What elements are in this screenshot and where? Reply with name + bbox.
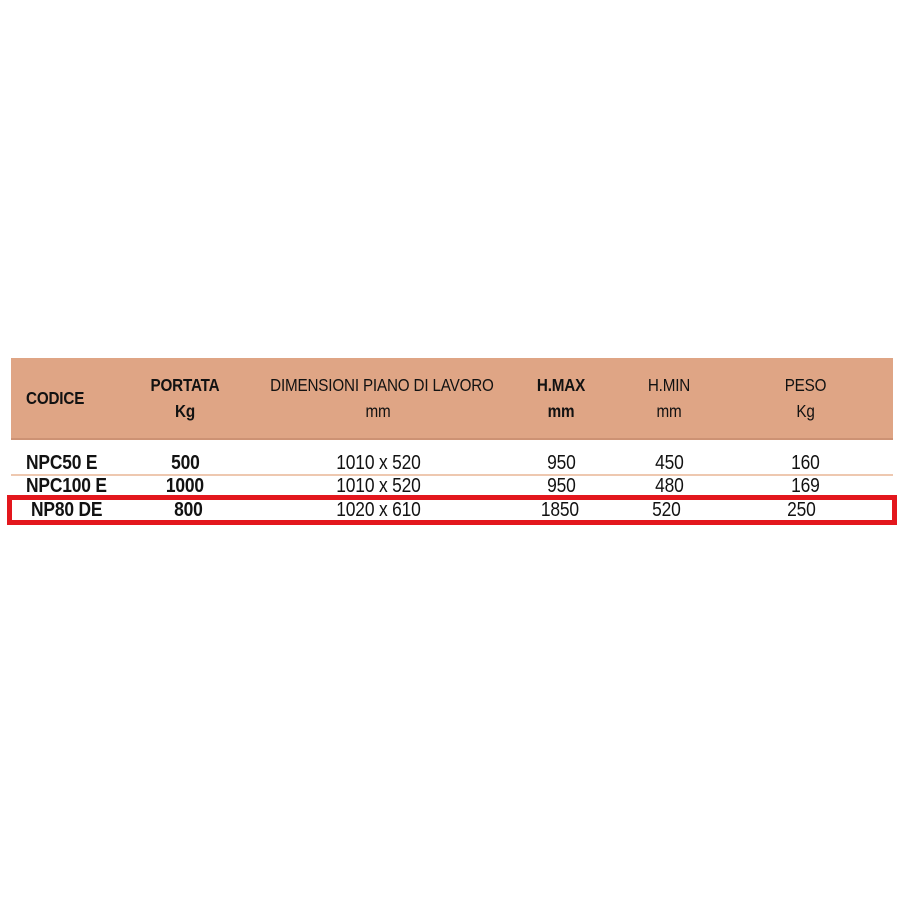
dimensioni-value: 1010 x 520	[335, 451, 421, 474]
column-label: PESO	[784, 375, 827, 395]
peso-value: 250	[787, 498, 816, 521]
column-label: DIMENSIONI PIANO DI LAVORO	[270, 375, 494, 395]
cell-portata	[116, 475, 254, 498]
portata-value: 800	[173, 498, 203, 521]
table-row-npc100e	[11, 476, 893, 495]
column-unit: mm	[365, 401, 391, 421]
hmin-value: 450	[654, 451, 684, 474]
column-header-hmin	[620, 358, 718, 438]
peso-value: 160	[791, 451, 820, 474]
column-label: PORTATA	[150, 375, 220, 395]
portata-value: 500	[170, 451, 200, 474]
cell-hmax	[502, 499, 619, 522]
codice-value: NP80 DE	[31, 498, 103, 521]
column-unit: Kg	[175, 401, 195, 421]
dimensioni-value: 1020 x 610	[336, 498, 422, 521]
cell-hmax	[502, 475, 620, 498]
cell-hmax	[502, 452, 620, 475]
cell-dimensioni	[254, 452, 502, 475]
table-header	[11, 358, 893, 440]
column-header-peso	[718, 358, 893, 438]
cell-peso	[718, 475, 893, 498]
cell-portata	[120, 499, 256, 522]
hmax-value: 1850	[540, 498, 579, 521]
hmin-value: 520	[652, 498, 681, 521]
hmax-value: 950	[546, 475, 576, 497]
cell-dimensioni	[254, 475, 502, 498]
hmin-value: 480	[654, 475, 684, 497]
cell-portata	[116, 452, 254, 475]
product-spec-table	[11, 358, 893, 525]
column-header-portata	[116, 358, 254, 438]
column-unit: mm	[656, 401, 682, 421]
cell-dimensioni	[256, 499, 501, 522]
column-header-dimensioni	[254, 358, 502, 438]
cell-hmin	[620, 452, 718, 475]
column-label: CODICE	[26, 388, 85, 408]
cell-codice	[11, 475, 116, 498]
cell-peso	[718, 452, 893, 475]
column-unit: mm	[547, 401, 575, 421]
cell-hmin	[618, 499, 715, 522]
cell-hmin	[620, 475, 718, 498]
dimensioni-value: 1010 x 520	[335, 475, 421, 497]
codice-value: NPC50 E	[26, 451, 98, 474]
cell-codice	[16, 499, 120, 522]
column-header-hmax	[502, 358, 620, 438]
cell-codice	[11, 452, 116, 475]
column-label: H.MIN	[647, 375, 691, 395]
column-unit: Kg	[796, 401, 815, 421]
column-header-codice	[11, 358, 116, 438]
table-row-npc50e	[11, 452, 893, 476]
table-row-np80de-highlighted	[16, 500, 888, 520]
highlight-box	[7, 495, 897, 525]
codice-value: NPC100 E	[26, 475, 107, 497]
portata-value: 1000	[165, 475, 205, 497]
hmax-value: 950	[546, 451, 576, 474]
column-label: H.MAX	[536, 375, 586, 395]
peso-value: 169	[791, 475, 820, 497]
cell-peso	[715, 499, 888, 522]
